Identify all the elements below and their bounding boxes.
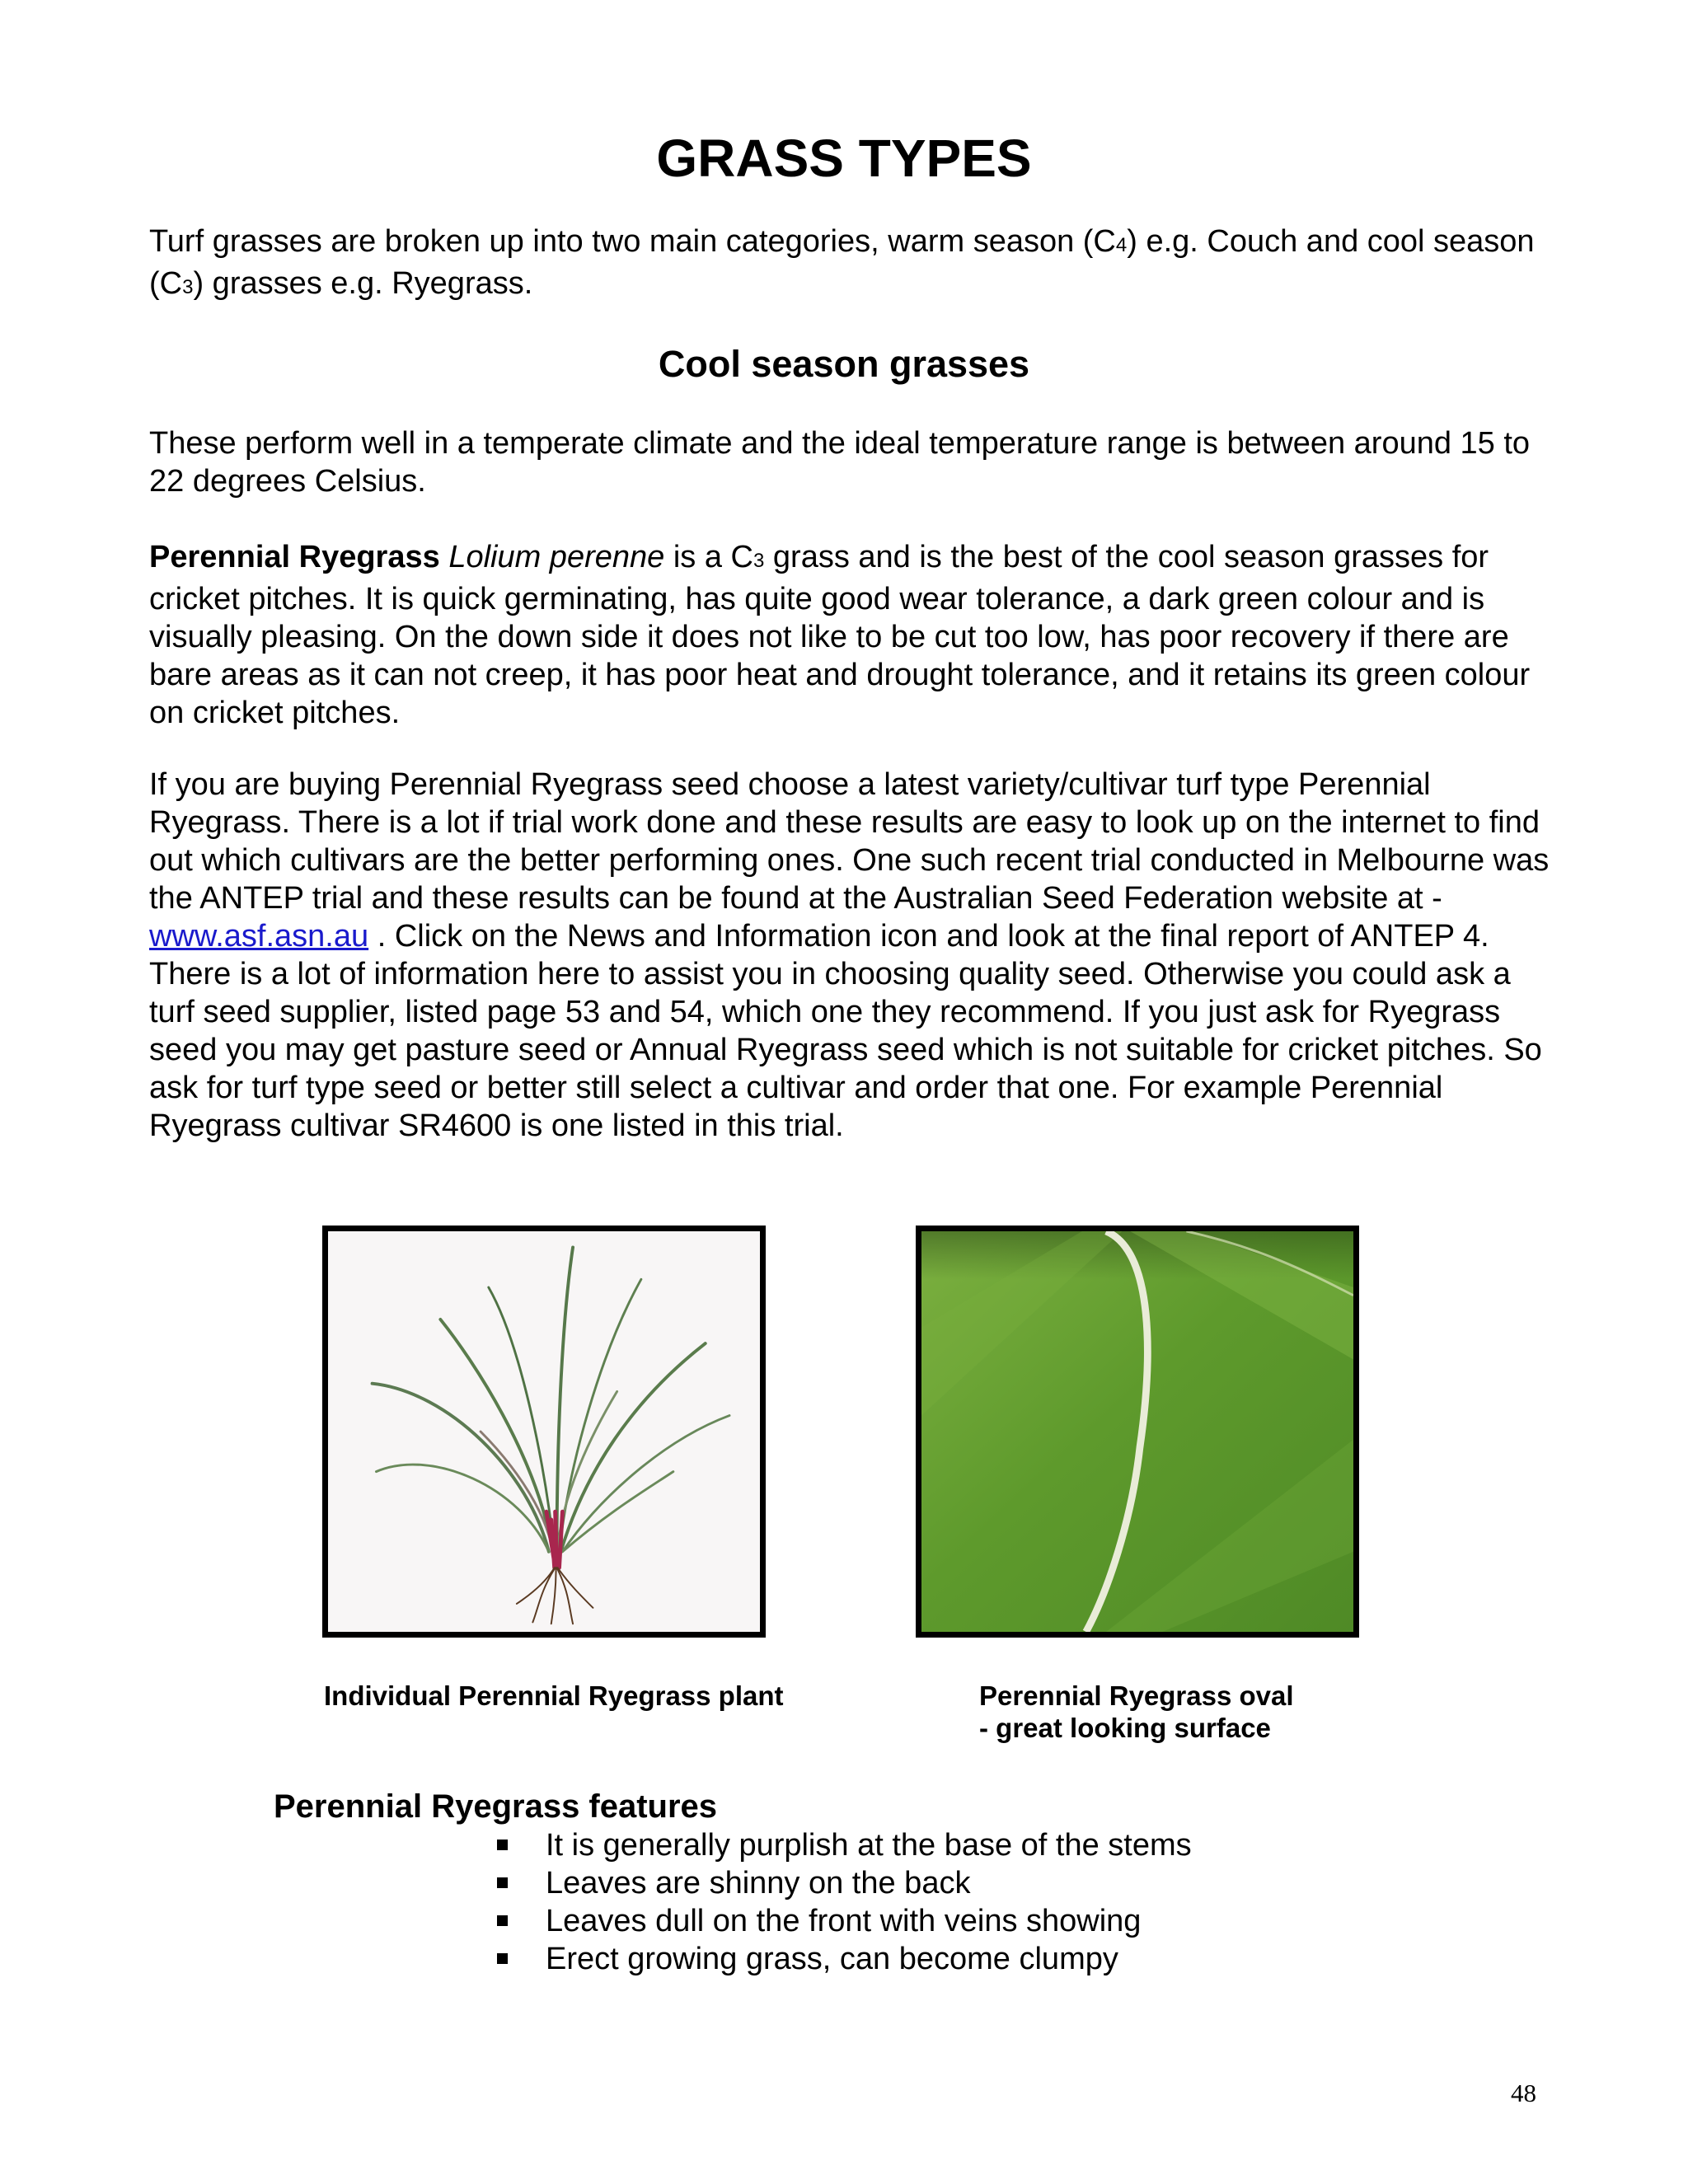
features-list (495, 1826, 1192, 1978)
list-item: Leaves are shinny on the back (495, 1864, 1192, 1902)
list-item: It is generally purplish at the base of the stems (495, 1826, 1192, 1864)
cool-season-paragraph: These perform well in a temperate climate and the ideal temperature range is between around 15 to 22 degrees Celsius. (149, 426, 1531, 499)
page-number: 48 (1511, 2079, 1536, 2107)
ryegrass-bold-name: Perennial Ryegrass (149, 540, 440, 574)
c3-subscript: 3 (182, 276, 194, 298)
ryegrass-latin-name: Lolium perenne (448, 540, 665, 574)
ryegrass-oval-image (921, 1231, 1353, 1632)
figure-caption-plant: Individual Perennial Ryegrass plant (324, 1680, 784, 1711)
page-title: GRASS TYPES (656, 129, 1032, 188)
c4-subscript: 4 (1115, 234, 1128, 256)
square-bullet-icon (497, 1953, 508, 1964)
intro-paragraph: Turf grasses are broken up into two main categories, warm season (C4) e.g. Couch and cool season (C3) grasses e.g. Ryegrass. (149, 224, 1535, 301)
ryegrass-plant-image (328, 1231, 760, 1632)
ryegrass-paragraph: Perennial Ryegrass Lolium perenne is a C3 grass and is the best of the cool season grasses for cricket pitches. It is quick germinating, has quite good wear tolerance, a dark green colour and is visually pleasing. On the down side it does not like to be cut too low, has poor recovery if there are bare areas as it can not creep, it has poor heat and drought tolerance, and it retains its green colour on cricket pitches. (149, 540, 1531, 730)
figure-caption-oval: Perennial Ryegrass oval - great looking surface (979, 1680, 1294, 1743)
square-bullet-icon (497, 1840, 508, 1850)
ryegrass-plant-photo (322, 1226, 766, 1638)
buying-paragraph: If you are buying Perennial Ryegrass seed choose a latest variety/cultivar turf type Perennial Ryegrass. There is a lot if trial work done and these results are easy to look up on the internet to find out which cultivars are the better performing ones. One such recent trial conducted in Melbourne was the ANTEP trial and these results can be found at the Australian Seed Federation website at - www.asf.asn.au . Click on the News and Information icon and look at the final report of ANTEP 4. There is a lot of information here to assist you in choosing quality seed. Otherwise you could ask a turf seed supplier, listed page 53 and 54, which one they recommend. If you just ask for Ryegrass seed you may get pasture seed or Annual Ryegrass seed which is not suitable for cricket pitches. So ask for turf type seed or better still select a cultivar and order that one. For example Perennial Ryegrass cultivar SR4600 is one listed in this trial. (149, 767, 1550, 1143)
ryegrass-oval-photo (916, 1226, 1359, 1638)
list-item: Erect growing grass, can become clumpy (495, 1940, 1192, 1978)
section-heading-cool-season: Cool season grasses (658, 343, 1030, 385)
square-bullet-icon (497, 1877, 508, 1888)
features-heading: Perennial Ryegrass features (274, 1788, 718, 1825)
square-bullet-icon (497, 1915, 508, 1926)
list-item: Leaves dull on the front with veins showing (495, 1902, 1192, 1940)
asf-website-link[interactable]: www.asf.asn.au (149, 919, 369, 954)
